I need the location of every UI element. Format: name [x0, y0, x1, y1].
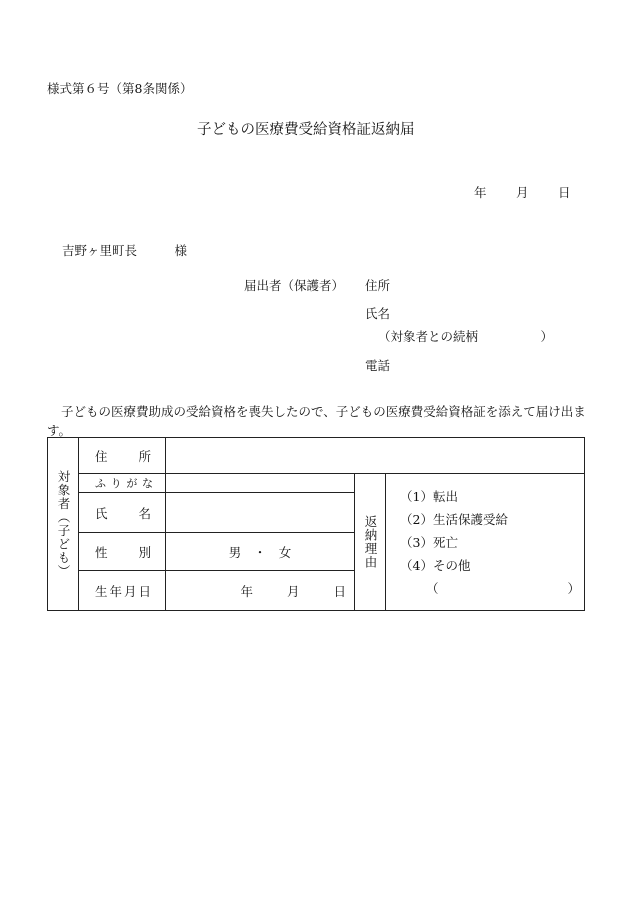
reason-option-1[interactable]: （1）転出: [400, 488, 458, 504]
subject-address-input[interactable]: [166, 438, 585, 474]
applicant-phone-field[interactable]: 電話: [365, 358, 391, 373]
subject-header: 対象者（子ども）: [48, 438, 79, 611]
date-day-label: 日: [558, 185, 571, 200]
furigana-label: ふ り が な: [79, 474, 166, 493]
date-year-label: 年: [474, 185, 487, 200]
addressee: 吉野ヶ里町長 様: [62, 243, 188, 258]
form-number: 様式第６号（第8条関係）: [47, 81, 193, 96]
reason-list: [386, 474, 585, 611]
statement-text: 子どもの医療費助成の受給資格を喪失したので、子どもの医療費受給資格証を添えて届け出ます。: [47, 404, 586, 438]
reason-option-4[interactable]: （4）その他: [400, 557, 471, 573]
gender-label: 性 別: [79, 533, 166, 571]
applicant-name-field[interactable]: 氏名: [365, 306, 391, 321]
document-title: 子どもの医療費受給資格証返納届: [197, 122, 415, 138]
reason-other-input[interactable]: （ ）: [426, 580, 581, 596]
subject-name-input[interactable]: [166, 493, 355, 533]
name-label: 氏 名: [79, 493, 166, 533]
applicant-relationship-field[interactable]: （対象者との続柄 ）: [378, 329, 554, 344]
address-label: 住 所: [79, 438, 166, 474]
furigana-input[interactable]: [166, 474, 355, 493]
reason-option-2[interactable]: （2）生活保護受給: [400, 511, 508, 527]
applicant-label: 届出者（保護者）: [244, 278, 345, 293]
reason-option-3[interactable]: （3）死亡: [400, 534, 458, 550]
birthdate-input[interactable]: 年 月 日: [166, 571, 355, 611]
reason-header: 返納理由: [355, 474, 386, 611]
date-month-label: 月: [516, 185, 529, 200]
subject-table: [47, 437, 585, 611]
applicant-address-field[interactable]: 住所: [365, 278, 391, 293]
submission-date: [474, 183, 571, 201]
birthdate-label: 生 年 月 日: [79, 571, 166, 611]
gender-options[interactable]: 男 ・ 女: [166, 533, 355, 571]
